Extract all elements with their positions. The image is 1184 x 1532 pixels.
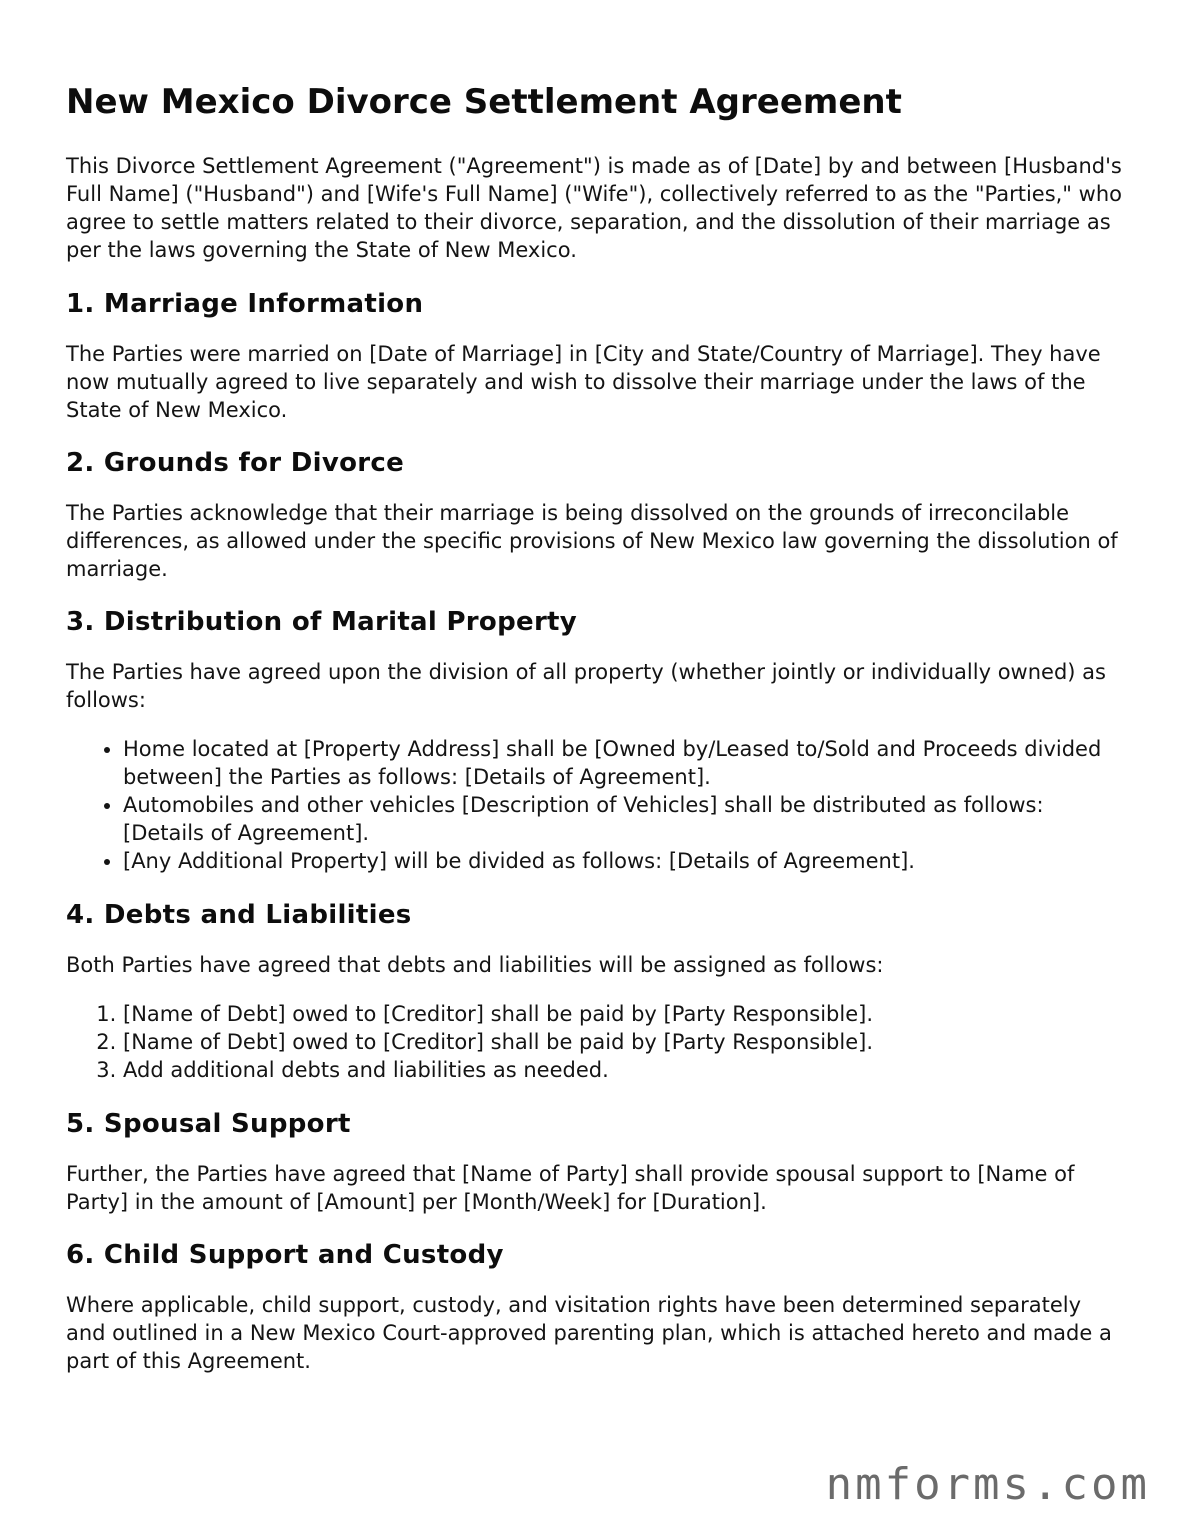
section-spousal-support — [66, 1106, 1126, 1216]
document-title: New Mexico Divorce Settlement Agreement — [66, 82, 902, 122]
section-heading: 5. Spousal Support — [66, 1109, 351, 1139]
section-debts-and-liabilities — [66, 897, 1126, 1084]
property-list — [66, 735, 1126, 875]
section-body: The Parties have agreed upon the division of all property (whether jointly or individually owned) as follows: — [66, 660, 1106, 712]
section-distribution-of-property — [66, 604, 1126, 875]
section-marriage-information — [66, 286, 1126, 424]
section-heading: 3. Distribution of Marital Property — [66, 607, 578, 637]
section-body: The Parties were married on [Date of Marriage] in [City and State/Country of Marriage]. They have now mutually agreed to live separately and wish to dissolve their marriage under the laws of the State of New Mexico. — [66, 342, 1101, 422]
list-item: 1. [Name of Debt] owed to [Creditor] shall be paid by [Party Responsible]. — [123, 1000, 1126, 1028]
section-body: Both Parties have agreed that debts and liabilities will be assigned as follows: — [66, 953, 884, 977]
section-body: The Parties acknowledge that their marriage is being dissolved on the grounds of irreconcilable differences, as allowed under the specific provisions of New Mexico law governing the dissolution of marriage. — [66, 501, 1118, 581]
section-body: Further, the Parties have agreed that [Name of Party] shall provide spousal support to [Name of Party] in the amount of [Amount] per [Month/Week] for [Duration]. — [66, 1162, 1075, 1214]
document-page — [66, 78, 1126, 1396]
list-item: 3. Add additional debts and liabilities as needed. — [123, 1056, 1126, 1084]
intro-paragraph: This Divorce Settlement Agreement ("Agreement") is made as of [Date] by and between [Husband's Full Name] ("Husband") and [Wife's Full Name] ("Wife"), collectively referred to as the "Parties," who agree to settle matters related to their divorce, separation, and the dissolution of their marriage as per the laws governing the State of New Mexico. — [66, 154, 1122, 262]
section-heading: 4. Debts and Liabilities — [66, 900, 412, 930]
section-heading: 1. Marriage Information — [66, 289, 424, 319]
section-child-support-custody — [66, 1237, 1126, 1375]
section-body: Where applicable, child support, custody, and visitation rights have been determined separately and outlined in a New Mexico Court-approved parenting plan, which is attached hereto and made a part of this Agreement. — [66, 1293, 1112, 1373]
watermark-logo: nmforms.com — [825, 1459, 1150, 1510]
section-grounds-for-divorce — [66, 445, 1126, 583]
section-heading: 6. Child Support and Custody — [66, 1240, 504, 1270]
list-item: • Automobiles and other vehicles [Description of Vehicles] shall be distributed as follows: [Details of Agreement]. — [123, 791, 1126, 847]
list-item: • Home located at [Property Address] shall be [Owned by/Leased to/Sold and Proceeds divided between] the Parties as follows: [Details of Agreement]. — [123, 735, 1126, 791]
section-heading: 2. Grounds for Divorce — [66, 448, 405, 478]
list-item: • [Any Additional Property] will be divided as follows: [Details of Agreement]. — [123, 847, 1126, 875]
debts-list — [66, 1000, 1126, 1084]
list-item: 2. [Name of Debt] owed to [Creditor] shall be paid by [Party Responsible]. — [123, 1028, 1126, 1056]
